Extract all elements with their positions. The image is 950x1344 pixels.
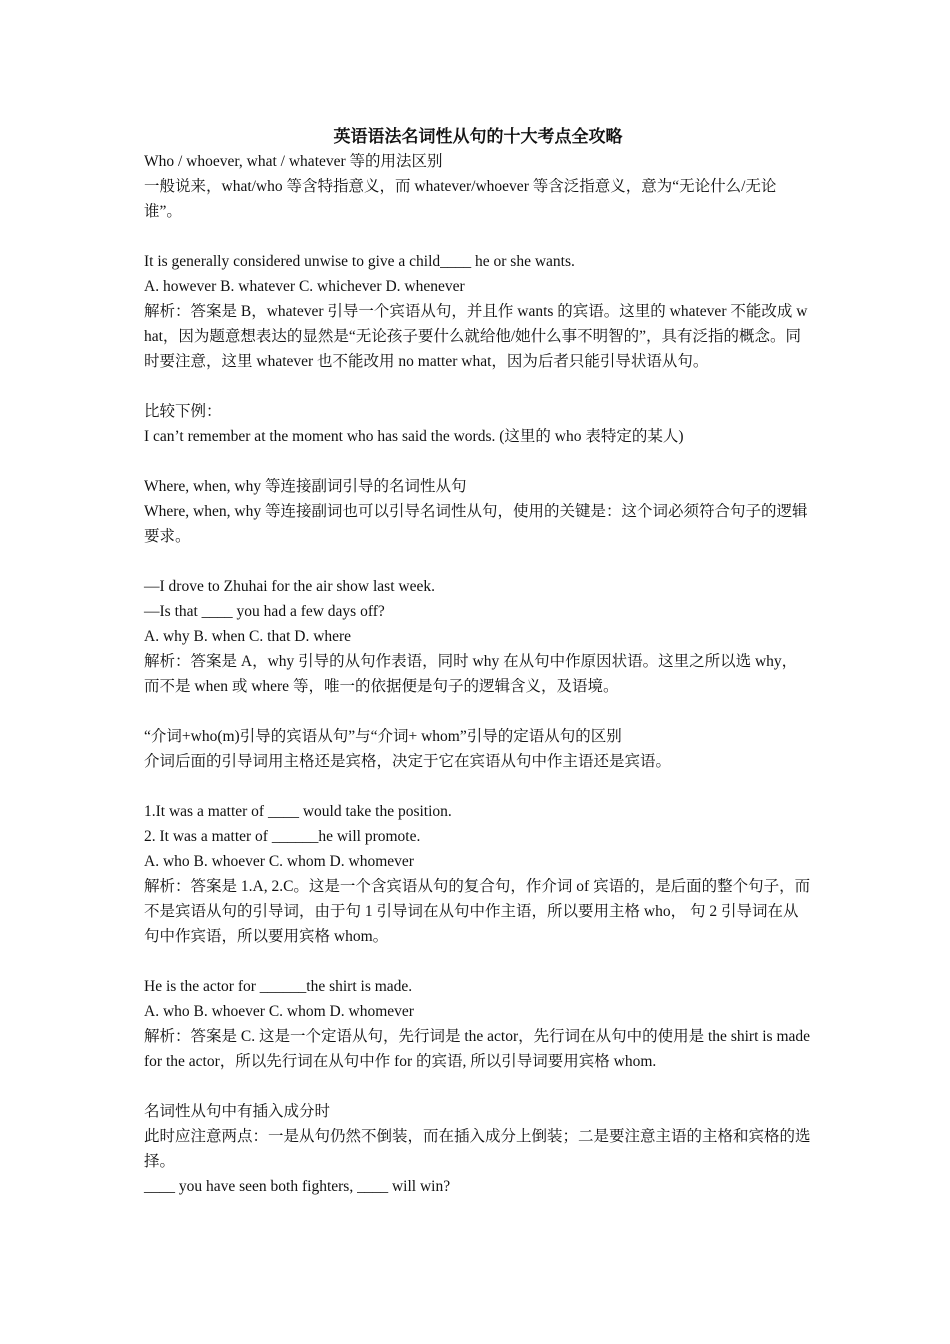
answer-options: A. who B. whoever C. whom D. whomever — [144, 853, 414, 870]
section-heading-who-whatever: Who / whoever, what / whatever 等的用法区别 — [144, 153, 443, 170]
paragraph: 比较下例： — [144, 403, 222, 420]
blank-line — [144, 549, 812, 574]
document-body — [144, 124, 812, 1199]
example-sentence: I can’t remember at the moment who has said the words. (这里的 who 表特定的某人) — [144, 428, 684, 445]
question: 2. It was a matter of ______he will promote. — [144, 828, 421, 845]
document-title: 英语语法名词性从句的十大考点全攻略 — [333, 127, 623, 146]
section-heading-where-when-why: Where, when, why 等连接副词引导的名词性从句 — [144, 478, 467, 495]
blank-line — [144, 224, 812, 249]
blank-line — [144, 449, 812, 474]
paragraph: Where, when, why 等连接副词也可以引导名词性从句，使用的关键是：这个词必须符合句子的逻辑要求。 — [144, 503, 808, 545]
paragraph: 此时应注意两点：一是从句仍然不倒装，而在插入成分上倒装；二是要注意主语的主格和宾格的选择。 — [144, 1128, 811, 1170]
document-lines — [144, 149, 812, 1199]
blank-line — [144, 1074, 812, 1099]
question: He is the actor for ______the shirt is made. — [144, 978, 413, 995]
dialogue-line: —Is that ____ you had a few days off? — [144, 603, 385, 620]
explanation: 解析：答案是 1.A, 2.C。这是一个含宾语从句的复合句，作介词 of 宾语的，是后面的整个句子，而不是宾语从句的引导词，由于句 1 引导词在从句中作主语，所以要用主格 who， 句 2 引导词在从句中作宾语，所以要用宾格 whom。 — [144, 878, 811, 945]
section-heading-preposition-who: “介词+who(m)引导的宾语从句”与“介词+ whom”引导的定语从句的区别 — [144, 728, 622, 745]
question: ____ you have seen both fighters, ____ will win? — [144, 1178, 451, 1195]
explanation: 解析：答案是 A，why 引导的从句作表语，同时 why 在从句中作原因状语。这里之所以选 why，而不是 when 或 where 等，唯一的依据便是句子的逻辑含义，及语境。 — [144, 653, 798, 695]
answer-options: A. who B. whoever C. whom D. whomever — [144, 1003, 414, 1020]
answer-options: A. why B. when C. that D. where — [144, 628, 352, 645]
blank-line — [144, 374, 812, 399]
paragraph: 一般说来，what/who 等含特指意义，而 whatever/whoever 等含泛指意义，意为“无论什么/无论谁”。 — [144, 178, 777, 220]
explanation: 解析：答案是 B，whatever 引导一个宾语从句，并且作 wants 的宾语。这里的 whatever 不能改成 what，因为题意想表达的显然是“无论孩子要什么就给他/她什么事不明智的”，具有泛指的概念。同时要注意，这里 whatever 也不能改用 no matter what，因为后者只能引导状语从句。 — [144, 303, 808, 370]
section-heading-insertion: 名词性从句中有插入成分时 — [144, 1103, 331, 1120]
question: It is generally considered unwise to give a child____ he or she wants. — [144, 253, 575, 270]
dialogue-line: —I drove to Zhuhai for the air show last week. — [144, 578, 435, 595]
question: 1.It was a matter of ____ would take the position. — [144, 803, 452, 820]
paragraph: 介词后面的引导词用主格还是宾格，决定于它在宾语从句中作主语还是宾语。 — [144, 753, 672, 770]
blank-line — [144, 699, 812, 724]
blank-line — [144, 949, 812, 974]
answer-options: A. however B. whatever C. whichever D. whenever — [144, 278, 465, 295]
blank-line — [144, 774, 812, 799]
explanation: 解析：答案是 C. 这是一个定语从句，先行词是 the actor，先行词在从句中的使用是 the shirt is made for the actor，所以先行词在从句中作 for 的宾语, 所以引导词要用宾格 whom. — [144, 1028, 811, 1070]
